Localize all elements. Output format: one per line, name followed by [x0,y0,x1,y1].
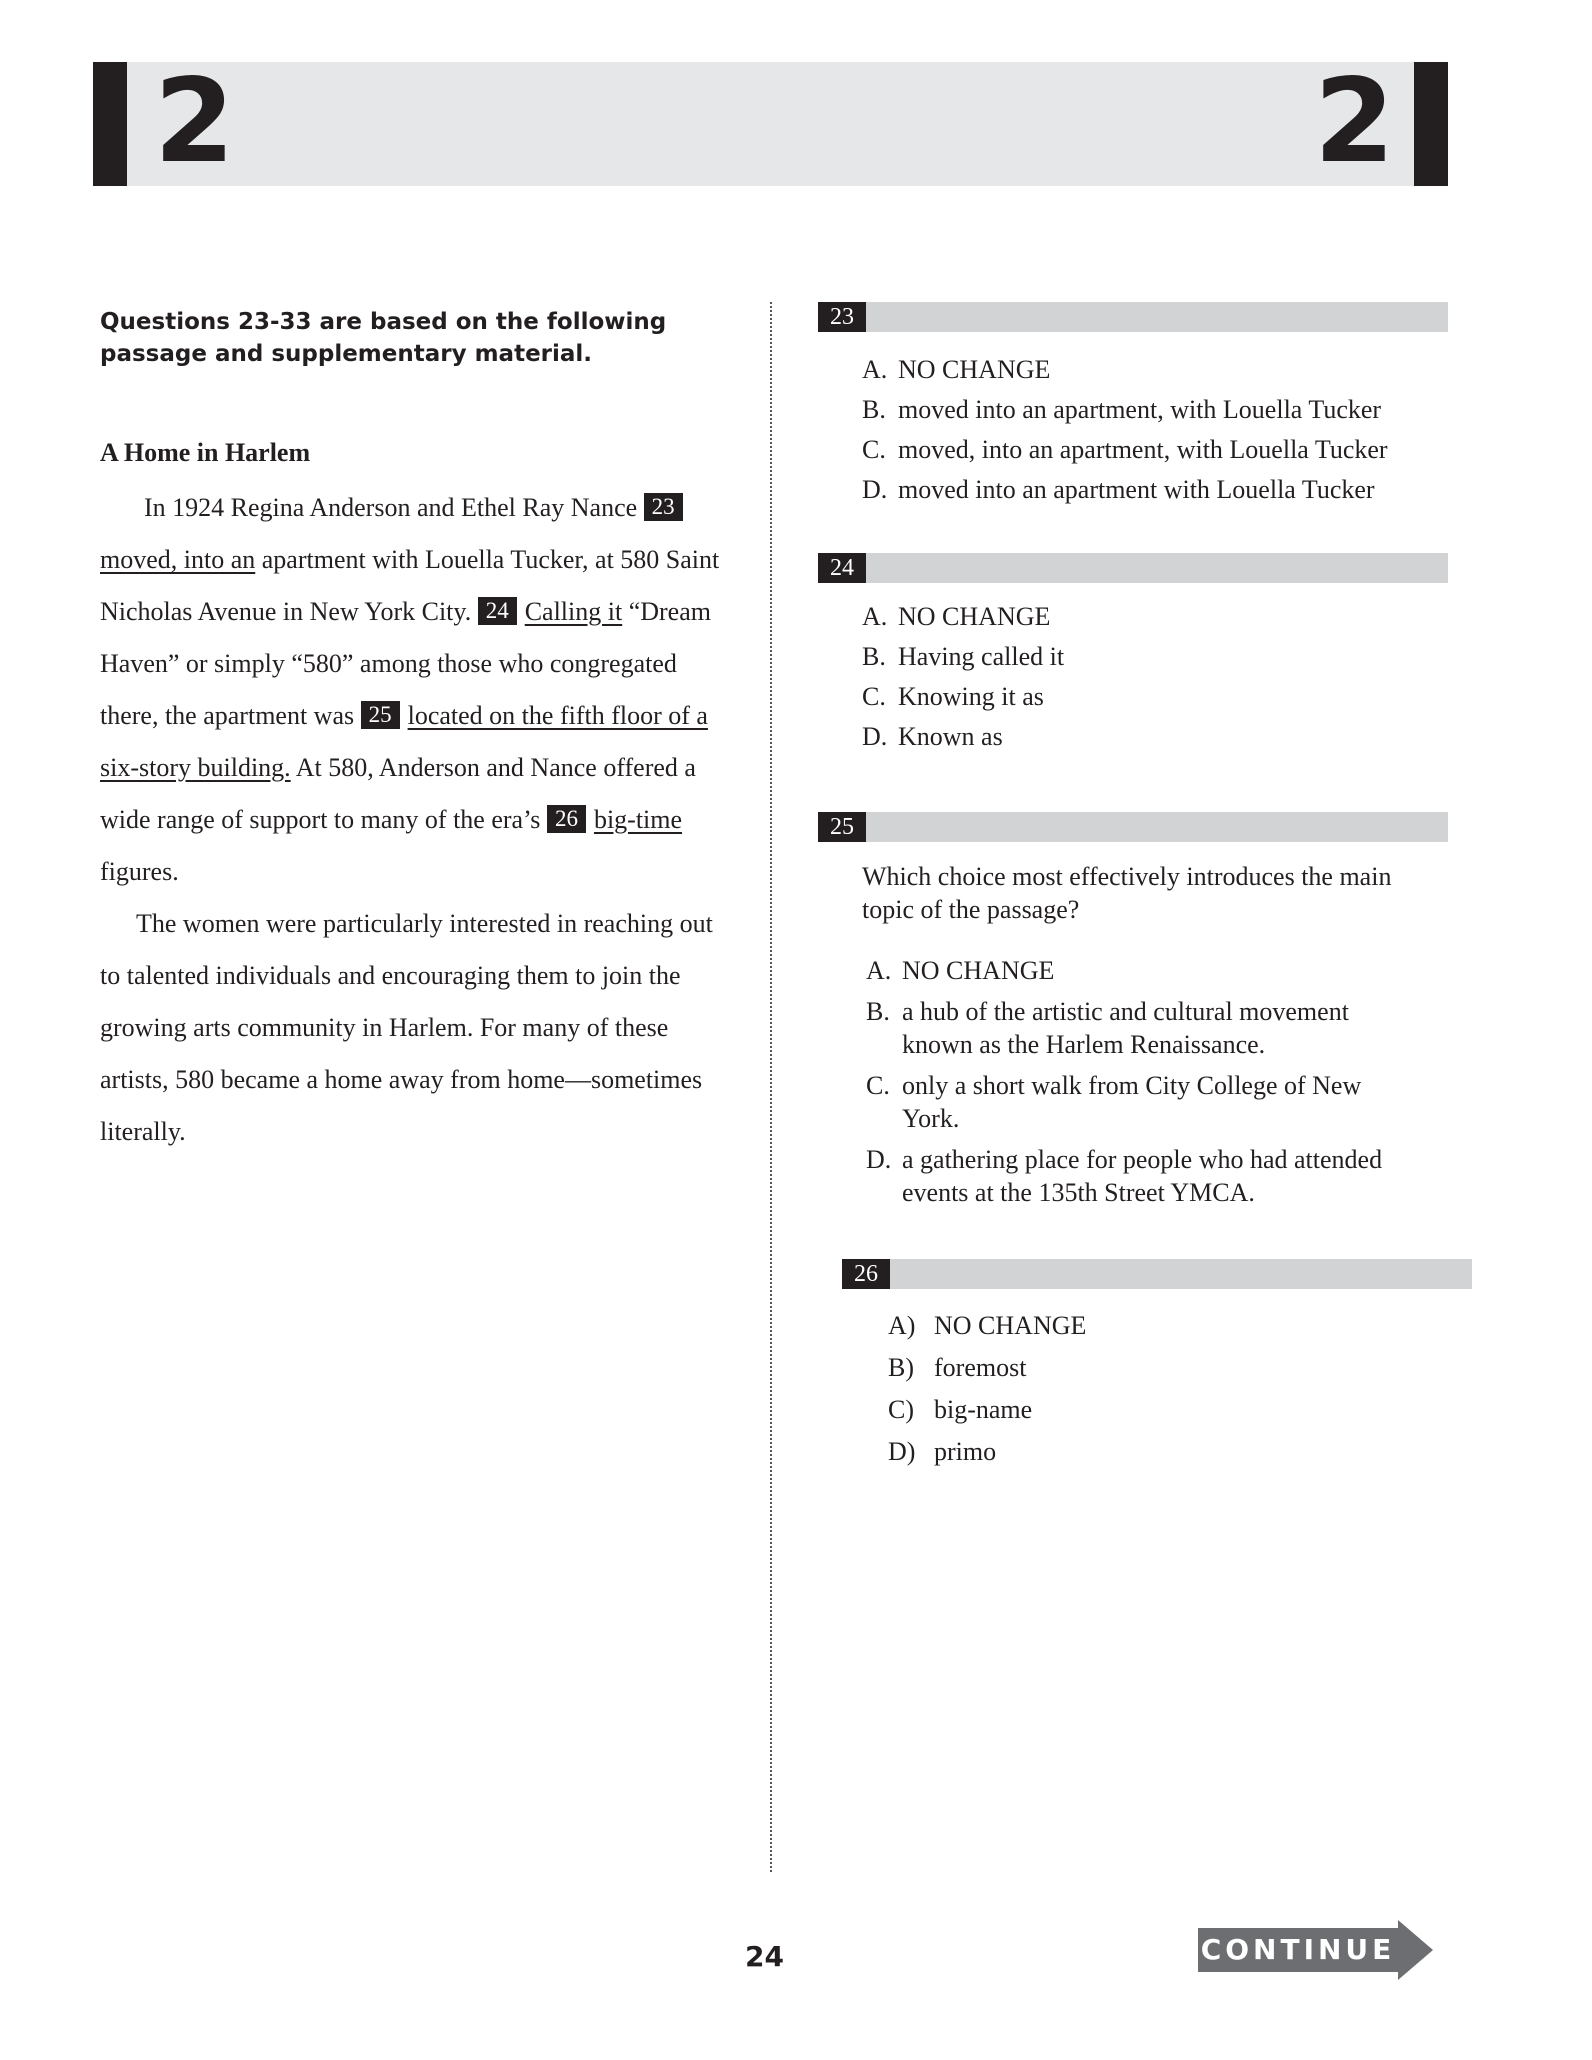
answer-option-24-a[interactable]: A. NO CHANGE [862,602,1051,631]
answer-option-25-d[interactable]: D. a gathering place for people who had attended events at the 135th Street YMCA. [866,1145,1383,1207]
passage-intro: Questions 23-33 are based on the following passage and supplementary material. [100,309,667,367]
underlined-23[interactable]: moved, into an [100,545,256,574]
section-header-band [93,54,1448,189]
header-bar-left [93,62,127,186]
answer-list-23 [862,350,1422,510]
answer-option-23-d[interactable]: D. moved into an apartment with Louella Tucker [862,475,1375,504]
question-marker-25[interactable]: 25 [361,701,400,729]
answer-option-25-a[interactable]: A. NO CHANGE [866,956,1055,985]
answer-option-26-b[interactable]: B) foremost [888,1353,1027,1382]
answer-option-24-c[interactable]: C. Knowing it as [862,682,1044,711]
question-marker-24[interactable]: 24 [478,597,517,625]
question-marker-26[interactable]: 26 [547,805,586,833]
answer-option-23-a[interactable]: A. NO CHANGE [862,355,1051,384]
answer-list-25 [866,954,1406,1217]
passage-body [100,482,720,1158]
underlined-24[interactable]: Calling it [524,597,623,626]
question-number-26: 26 [842,1259,890,1289]
passage-paragraph-2: The women were particularly interested in reaching out to talented individuals and encouraging them to join the growing arts community in Harlem. For many of these artists, 580 became a home away from home—sometimes literally. [100,909,713,1146]
underlined-26[interactable]: big-time [593,805,683,834]
answer-option-26-d[interactable]: D) primo [888,1437,997,1466]
question-number-24: 24 [818,553,866,583]
question-bar-24 [818,553,1448,583]
question-stem-25: Which choice most effectively introduces the main topic of the passage? [862,862,1392,924]
answer-option-23-b[interactable]: B. moved into an apartment, with Louella Tucker [862,395,1382,424]
page-number: 24 [745,1940,784,1973]
answer-list-24 [862,597,1422,757]
question-marker-23[interactable]: 23 [644,493,683,521]
answer-option-26-a[interactable]: A) NO CHANGE [888,1311,1087,1340]
answer-option-23-c[interactable]: C. moved, into an apartment, with Louella Tucker [862,435,1388,464]
column-divider [770,302,772,1872]
question-number-25: 25 [818,812,866,842]
question-bar-25 [818,812,1448,842]
question-number-23: 23 [818,302,866,332]
answer-option-26-c[interactable]: C) big-name [888,1395,1033,1424]
question-bar-26 [842,1259,1472,1289]
passage-title: A Home in Harlem [100,438,311,467]
answer-list-26 [888,1305,1388,1473]
section-number-right: 2 [1314,54,1395,189]
section-number-left: 2 [154,54,235,189]
underlined-25[interactable]: located on the fifth floor of a six-story building. [100,701,708,782]
answer-option-25-b[interactable]: B. a hub of the artistic and cultural movement known as the Harlem Renaissance. [866,997,1349,1059]
answer-option-24-b[interactable]: B. Having called it [862,642,1065,671]
passage-paragraph-1: In 1924 Regina Anderson and Ethel Ray Nance 23moved, into an apartment with Louella Tucker, at 580 Saint Nicholas Avenue in New York City. 24 Calling it “Dream Haven” or simply “580” among those who congregated there, the apartment was 25 located on the fifth floor of a six-story building. At 580, Anderson and Nance offered a wide range of support to many of the era’s 26 big-time figures. [100,493,720,886]
continue-button[interactable]: CONTINUE [1200,1933,1396,1966]
question-bar-23 [818,302,1448,332]
answer-option-24-d[interactable]: D. Known as [862,722,1003,751]
header-bar-right [1414,62,1448,186]
answer-option-25-c[interactable]: C. only a short walk from City College of New York. [866,1071,1362,1133]
